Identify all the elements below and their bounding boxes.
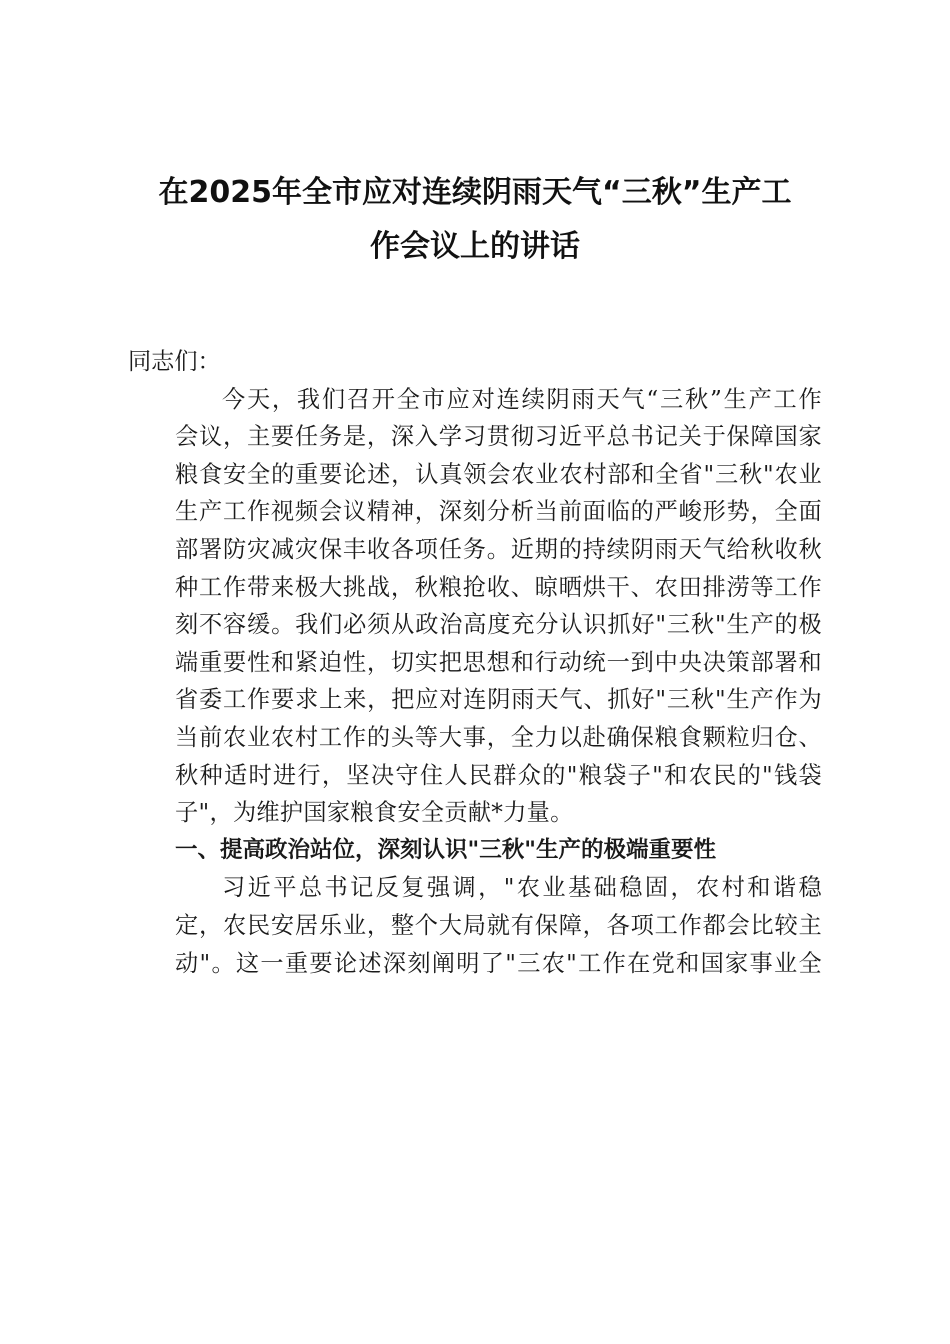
paragraph-line: 种工作带来极大挑战，秋粮抢收、晾晒烘干、农田排涝等工作 <box>175 573 822 601</box>
paragraph-line: 秋种适时进行，坚决守住人民群众的"粮袋子"和农民的"钱袋 <box>175 761 822 789</box>
paragraph-line: 动"。这一重要论述深刻阐明了"三农"工作在党和国家事业全 <box>175 949 822 977</box>
paragraph-line: 今天，我们召开全市应对连续阴雨天气“三秋”生产工作 <box>222 385 822 413</box>
paragraph-line: 子"，为维护国家粮食安全贡献*力量。 <box>175 799 574 827</box>
paragraph-line: 定，农民安居乐业，整个大局就有保障，各项工作都会比较主 <box>175 911 822 939</box>
title-line-2: 作会议上的讲话 <box>370 229 580 264</box>
paragraph-line: 粮食安全的重要论述，认真领会农业农村部和全省"三秋"农业 <box>175 460 822 488</box>
paragraph-line: 生产工作视频会议精神，深刻分析当前面临的严峻形势，全面 <box>175 498 822 526</box>
paragraph-intro <box>128 381 822 832</box>
paragraph-line: 习近平总书记反复强调，"农业基础稳固，农村和谐稳 <box>222 874 822 902</box>
title-line-1: 在2025年全市应对连续阴雨天气“三秋”生产工 <box>158 175 792 210</box>
paragraph-line: 省委工作要求上来，把应对连阴雨天气、抓好"三秋"生产作为 <box>175 686 822 714</box>
section-heading-1: 一、提高政治站位，深刻认识"三秋"生产的极端重要性 <box>175 836 716 863</box>
paragraph-line: 部署防灾减灾保丰收各项任务。近期的持续阴雨天气给秋收秋 <box>175 535 822 563</box>
paragraph-section-1 <box>128 869 822 982</box>
paragraph-line: 当前农业农村工作的头等大事，全力以赴确保粮食颗粒归仓、 <box>175 723 822 751</box>
document-title <box>118 166 832 274</box>
document-body <box>128 343 822 982</box>
paragraph-line: 会议，主要任务是，深入学习贯彻习近平总书记关于保障国家 <box>175 423 822 451</box>
salutation: 同志们： <box>128 348 221 375</box>
paragraph-line: 刻不容缓。我们必须从政治高度充分认识抓好"三秋"生产的极 <box>175 611 822 639</box>
paragraph-line: 端重要性和紧迫性，切实把思想和行动统一到中央决策部署和 <box>175 648 822 676</box>
